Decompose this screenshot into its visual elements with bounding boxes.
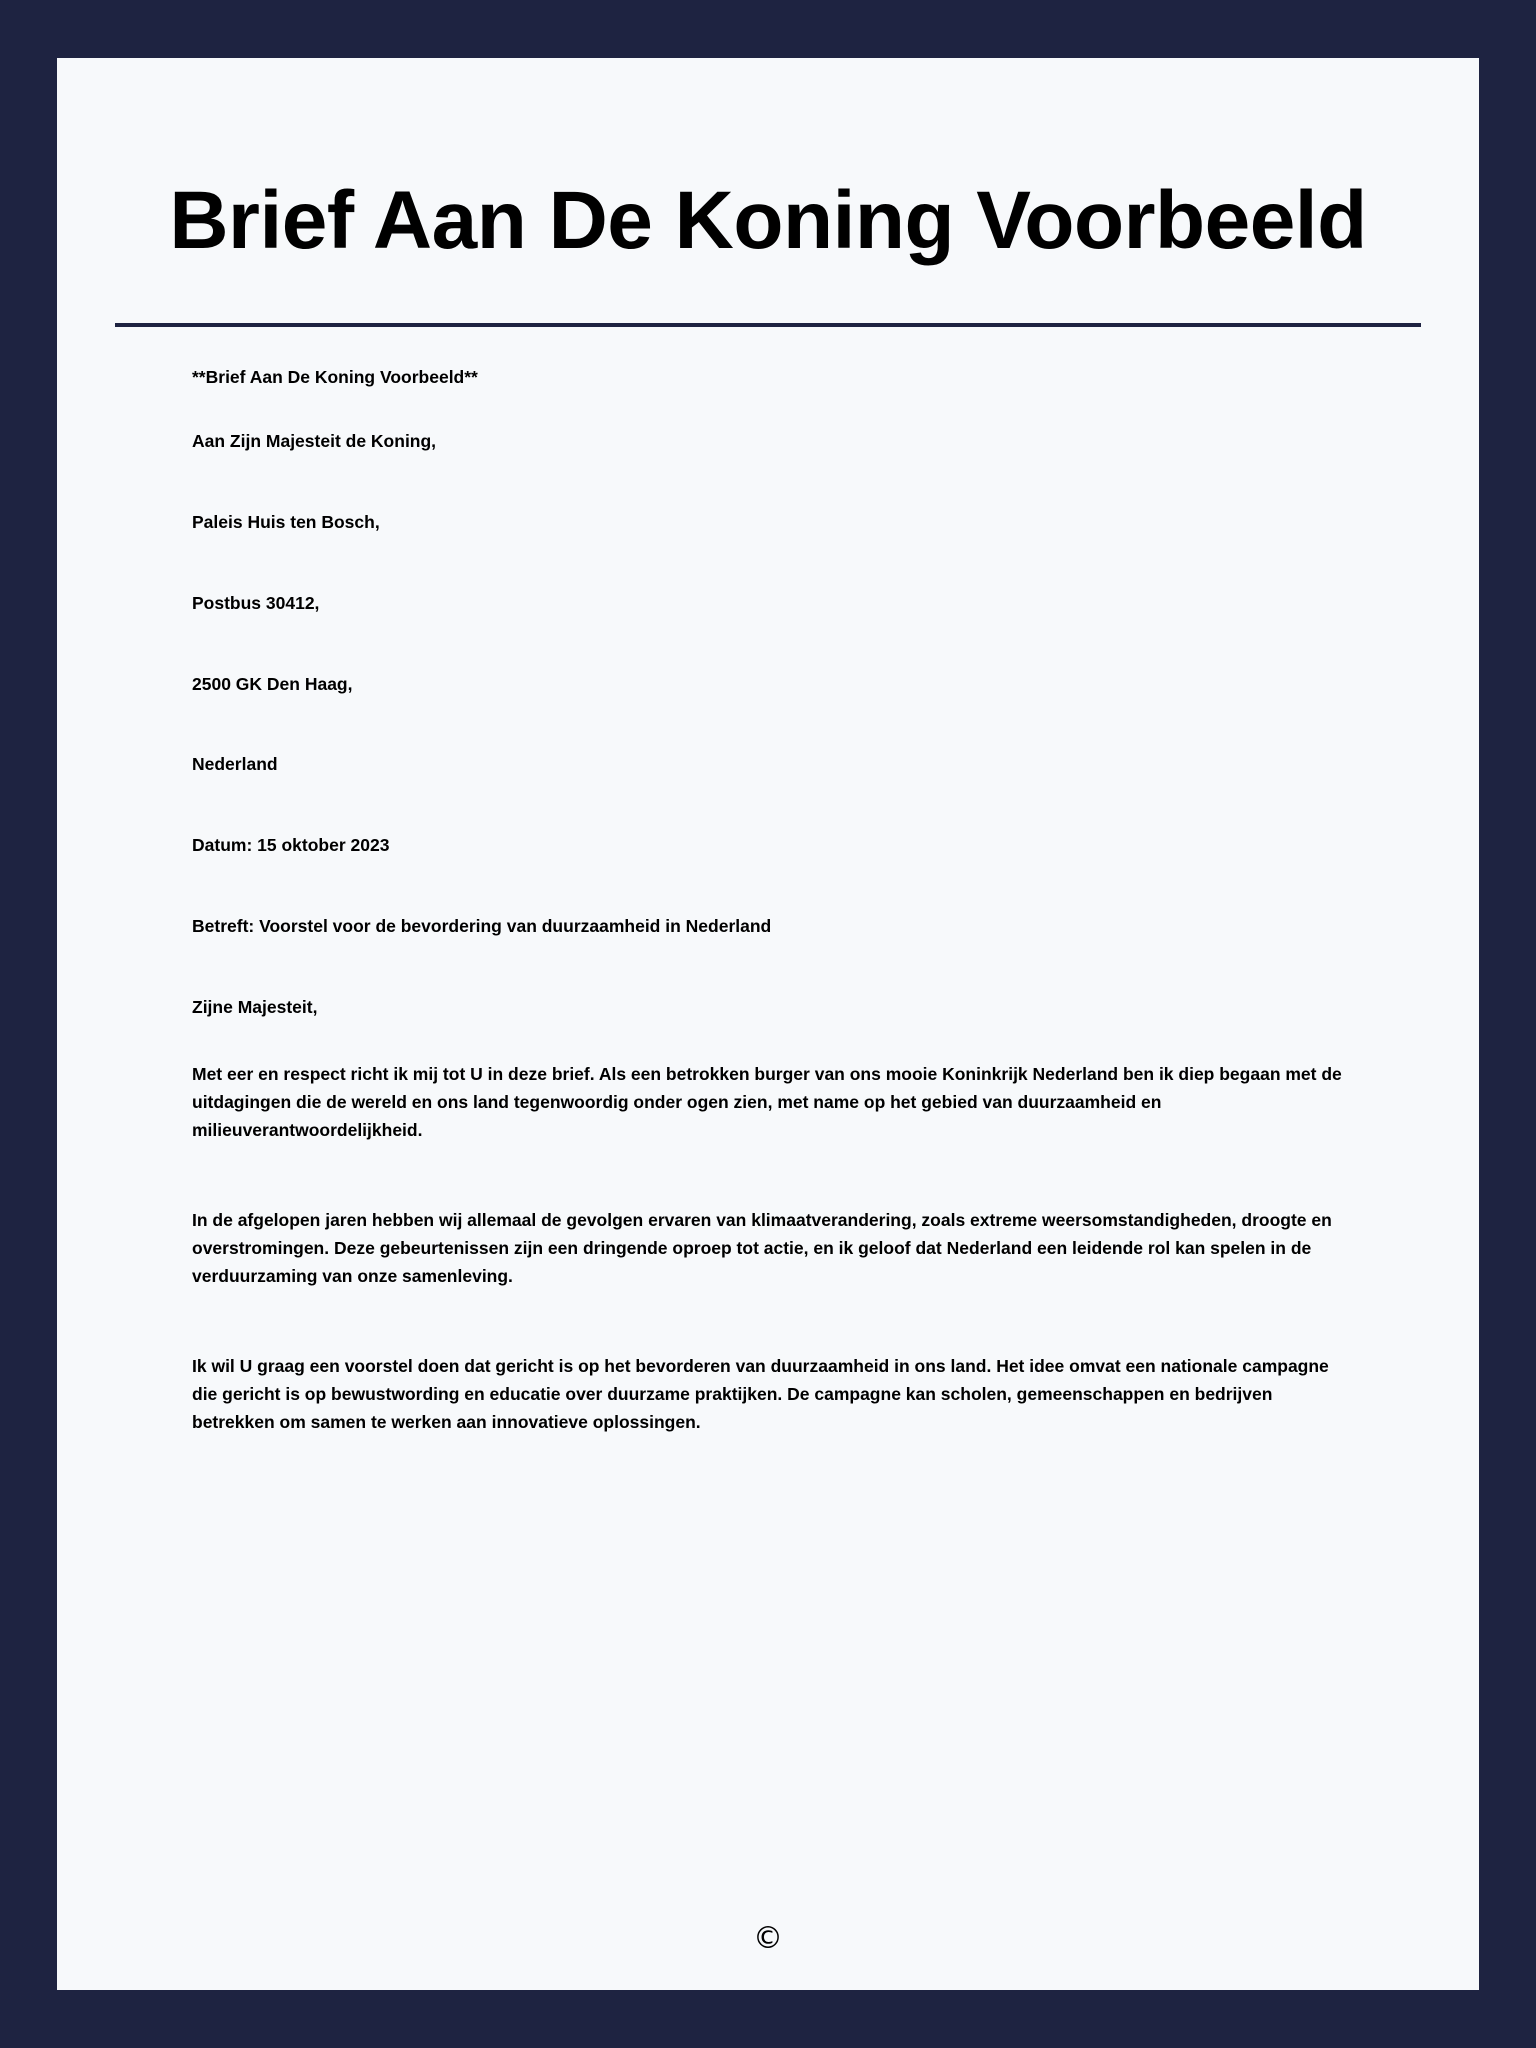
- date-line: Datum: 15 oktober 2023: [192, 835, 390, 856]
- address-line-palace: Paleis Huis ten Bosch,: [192, 511, 380, 532]
- document-footer: [57, 1921, 1479, 1956]
- body-paragraph-2: In de afgelopen jaren hebben wij allemaal de gevolgen ervaren van klimaatverandering, zoals extreme weersomstandigheden, droogte en overstromingen. Deze gebeurtenissen zijn een dringende oproep tot actie, en ik geloof dat Nederland een leidende rol kan spelen in de verduurzaming van onze samenleving.: [192, 1209, 1332, 1286]
- address-line-city: 2500 GK Den Haag,: [192, 673, 353, 694]
- addressee-line: Aan Zijn Majesteit de Koning,: [192, 431, 437, 452]
- address-line-country: Nederland: [192, 754, 278, 775]
- page-title: Brief Aan De Koning Voorbeeld: [169, 175, 1367, 266]
- address-line-postbox: Postbus 30412,: [192, 592, 320, 613]
- document-sheet: [57, 58, 1479, 1990]
- subject-line: Betreft: Voorstel voor de bevordering van duurzaamheid in Nederland: [192, 916, 772, 937]
- document-body: [57, 327, 1479, 1436]
- body-paragraph-1: Met eer en respect richt ik mij tot U in deze brief. Als een betrokken burger van ons mooie Koninkrijk Nederland ben ik diep begaan met de uitdagingen die de wereld en ons land tegenwoordig onder ogen zien, met name op het gebied van duurzaamheid en milieuverantwoordelijkheid.: [192, 1063, 1342, 1140]
- salutation-line: Zijne Majesteit,: [192, 996, 318, 1017]
- copyright-icon: ©: [753, 1921, 783, 1956]
- body-paragraph-3: Ik wil U graag een voorstel doen dat gericht is op het bevorderen van duurzaamheid in ons land. Het idee omvat een nationale campagne die gericht is op bewustwording en educatie over duurzame praktijken. De campagne kan scholen, gemeenschappen en bedrijven betrekken om samen te werken aan innovatieve oplossingen.: [192, 1355, 1329, 1432]
- letter-heading-line: **Brief Aan De Koning Voorbeeld**: [192, 367, 478, 388]
- document-header: [57, 58, 1479, 327]
